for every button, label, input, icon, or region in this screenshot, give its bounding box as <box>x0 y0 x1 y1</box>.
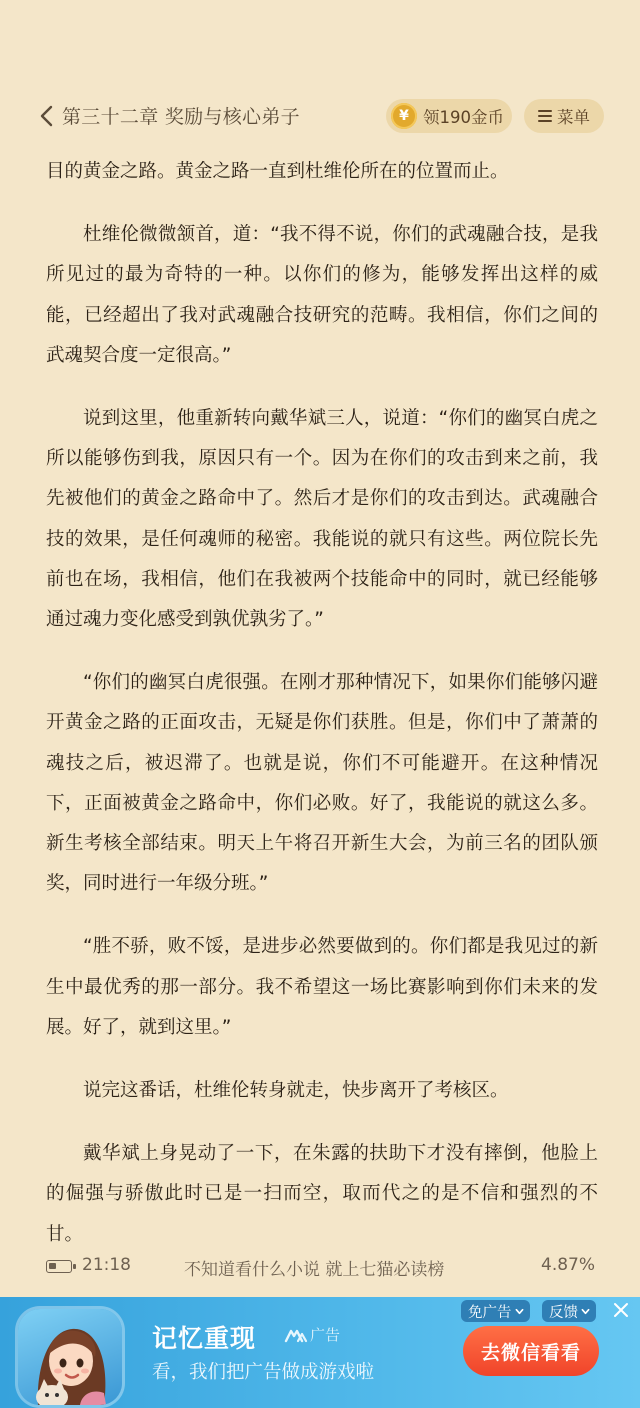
go-wechat-button[interactable]: 去微信看看 <box>463 1326 599 1376</box>
menu-icon <box>538 110 552 122</box>
ad-tag: 广告 <box>310 1326 341 1344</box>
paragraph: 目的黄金之路。黄金之路一直到杜维伦所在的位置而止。 <box>46 161 509 182</box>
battery-level <box>49 1263 56 1269</box>
ad-title: 记忆重现 <box>152 1324 257 1353</box>
ad-subtitle: 看，我们把广告做成游戏啦 <box>152 1362 375 1383</box>
feedback-label: 反馈 <box>549 1304 578 1321</box>
chevron-left-icon[interactable] <box>36 103 58 129</box>
chapter-content <box>46 152 598 1278</box>
promo-text[interactable]: 不知道看什么小说 就上七猫必读榜 <box>184 1260 445 1280</box>
feedback-button[interactable] <box>542 1300 596 1322</box>
claim-coins-label: 领190金币 <box>423 108 504 127</box>
paragraph: “你们的幽冥白虎很强。在刚才那种情况下，如果你们能够闪避开黄金之路的正面攻击，无疑是你们获胜。但是，你们中了萧萧的魂技之后，被迟滞了。也就是说，你们不可能避开。在这种情况下，正面被黄金之路命中，你们必败。好了，我能说的就这么多。新生考核全部结束。明天上午将召开新生大会，为前三名的团队颁奖，同时进行一年级分班。” <box>46 672 598 895</box>
coin-icon: ¥ <box>391 103 417 129</box>
paragraph: 说到这里，他重新转向戴华斌三人，说道：“你们的幽冥白虎之所以能够伤到我，原因只有一个。因为在你们的攻击到来之前，我先被他们的黄金之路命中了。然后才是你们的攻击到达。武魂融合技的效果，是任何魂师的秘密。我能说的就只有这些。两位院长先前也在场，我相信，他们在我被两个技能命中的同时，就已经能够通过魂力变化感受到孰优孰劣了。” <box>46 408 598 631</box>
paragraph: 杜维伦微微颔首，道：“我不得不说，你们的武魂融合技，是我所见过的最为奇特的一种。以你们的修为，能够发挥出这样的威能，已经超出了我对武魂融合技研究的范畴。我相信，你们之间的武魂契合度一定很高。” <box>46 224 598 366</box>
paragraph: “胜不骄，败不馁，是进步必然要做到的。你们都是我见过的新生中最优秀的那一部分。我不希望这一场比赛影响到你们未来的发展。好了，就到这里。” <box>46 936 598 1038</box>
back-button[interactable] <box>36 102 300 129</box>
menu-label: 菜单 <box>557 108 590 127</box>
ad-character-image <box>18 1309 122 1405</box>
menu-button[interactable] <box>524 99 604 133</box>
chevron-down-icon <box>515 1307 524 1316</box>
ad-brand-icon <box>284 1327 308 1345</box>
close-icon[interactable] <box>612 1301 630 1319</box>
paragraph: 戴华斌上身晃动了一下，在朱露的扶助下才没有摔倒，他脸上的倔强与骄傲此时已是一扫而空，取而代之的是不信和强烈的不甘。 <box>46 1143 598 1245</box>
no-ads-button[interactable] <box>461 1300 530 1322</box>
chevron-down-icon <box>581 1307 590 1316</box>
clock-time: 21:18 <box>82 1255 131 1275</box>
paragraph: 说完这番话，杜维伦转身就走，快步离开了考核区。 <box>83 1080 509 1102</box>
reading-progress: 4.87% <box>541 1255 596 1275</box>
no-ads-label: 免广告 <box>468 1304 512 1321</box>
battery-icon <box>46 1260 72 1273</box>
chapter-title: 第三十二章 奖励与核心弟子 <box>62 106 300 128</box>
reader-status-bar <box>0 1252 640 1284</box>
claim-coins-button[interactable] <box>386 99 512 133</box>
top-bar <box>0 92 640 140</box>
